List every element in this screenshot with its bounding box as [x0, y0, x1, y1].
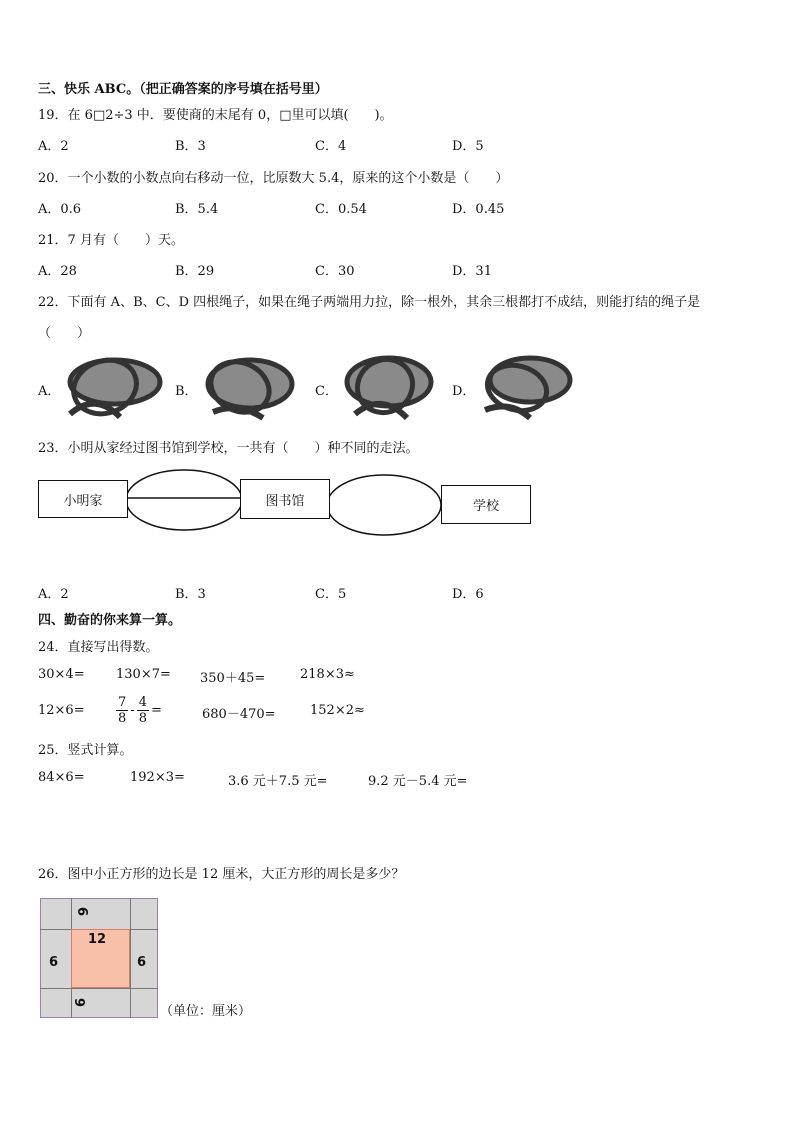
section-3-title: 三、快乐 ABC。（把正确答案的序号填在括号里）	[38, 82, 328, 97]
fraction-2: $\frac{4}{8}$	[138, 694, 147, 726]
q24-item-4: 218×3≈	[300, 667, 355, 682]
fraction-1: $\frac{7}{8}$	[118, 694, 127, 726]
q22-option-a[interactable]: A．	[38, 384, 61, 399]
q19-option-d[interactable]: D．5	[452, 139, 484, 154]
question-25: 25．竖式计算。	[38, 743, 133, 758]
q21-option-b[interactable]: B．29	[175, 264, 215, 279]
q20-option-c[interactable]: C．0.54	[315, 202, 367, 217]
q23-option-c[interactable]: C．5	[315, 587, 347, 602]
rope-b-image	[198, 352, 298, 422]
question-23: 23．小明从家经过图书馆到学校，一共有（ ）种不同的走法。	[38, 441, 419, 456]
guide-line-right	[130, 898, 131, 1018]
question-26: 26．图中小正方形的边长是 12 厘米，大正方形的周长是多少？	[38, 867, 405, 882]
question-19: 19．在 6□2÷3 中．要使商的末尾有 0，□里可以填( )。	[38, 108, 393, 123]
q23-option-d[interactable]: D．6	[452, 587, 484, 602]
q24-item-1: 30×4=	[38, 667, 85, 682]
library-box: 图书馆	[240, 479, 330, 519]
label-left: 6	[49, 955, 59, 970]
q25-item-4: 9.2 元－5.4 元=	[368, 774, 468, 789]
q19-option-c[interactable]: C．4	[315, 139, 347, 154]
q23-option-a[interactable]: A．2	[38, 587, 69, 602]
q21-option-d[interactable]: D．31	[452, 264, 492, 279]
q22-option-d[interactable]: D．	[452, 384, 476, 399]
school-box: 学校	[441, 485, 531, 524]
q24-item-3: 350＋45=	[200, 671, 266, 686]
label-right: 6	[137, 955, 147, 970]
question-22-bracket: （ ）	[38, 326, 91, 341]
rope-c-image	[337, 352, 437, 422]
q23-option-b[interactable]: B．3	[175, 587, 206, 602]
home-box: 小明家	[38, 480, 128, 518]
q21-option-a[interactable]: A．28	[38, 264, 77, 279]
q25-item-3: 3.6 元＋7.5 元=	[228, 774, 328, 789]
q24-item-6: $\frac{7}{8}$ - $\frac{4}{8}$ =	[118, 694, 162, 726]
q24-item-2: 130×7=	[116, 667, 171, 682]
q20-option-a[interactable]: A．0.6	[38, 202, 82, 217]
q24-item-5: 12×6=	[38, 703, 85, 718]
question-20: 20．一个小数的小数点向右移动一位，比原数大 5.4，原来的这个小数是（ ）	[38, 171, 509, 186]
unit-label: （单位：厘米）	[160, 1004, 252, 1019]
section-4-title: 四、勤奋的你来算一算。	[38, 613, 182, 628]
q20-option-d[interactable]: D．0.45	[452, 202, 505, 217]
question-22: 22．下面有 A、B、C、D 四根绳子，如果在绳子两端用力拉，除一根外，其余三根都打不成结，则能打结的绳子是	[38, 295, 701, 310]
question-24: 24．直接写出得数。	[38, 640, 159, 655]
label-top: 6	[74, 906, 90, 917]
rope-d-image	[475, 352, 575, 422]
rope-a-image	[60, 352, 165, 422]
guide-line-bottom	[40, 988, 158, 989]
label-bottom: 6	[74, 997, 90, 1008]
q20-option-b[interactable]: B．5.4	[175, 202, 219, 217]
label-center: 12	[88, 932, 107, 947]
q19-option-b[interactable]: B．3	[175, 139, 206, 154]
q24-item-8: 152×2≈	[310, 703, 365, 718]
question-21: 21．7 月有（ ）天。	[38, 233, 184, 248]
q24-item-7: 680－470=	[202, 707, 276, 722]
q22-option-c[interactable]: C．	[315, 384, 338, 399]
q25-item-1: 84×6=	[38, 770, 85, 785]
q19-option-a[interactable]: A．2	[38, 139, 69, 154]
q21-option-c[interactable]: C．30	[315, 264, 355, 279]
q25-item-2: 192×3=	[130, 770, 185, 785]
q22-option-b[interactable]: B．	[175, 384, 198, 399]
